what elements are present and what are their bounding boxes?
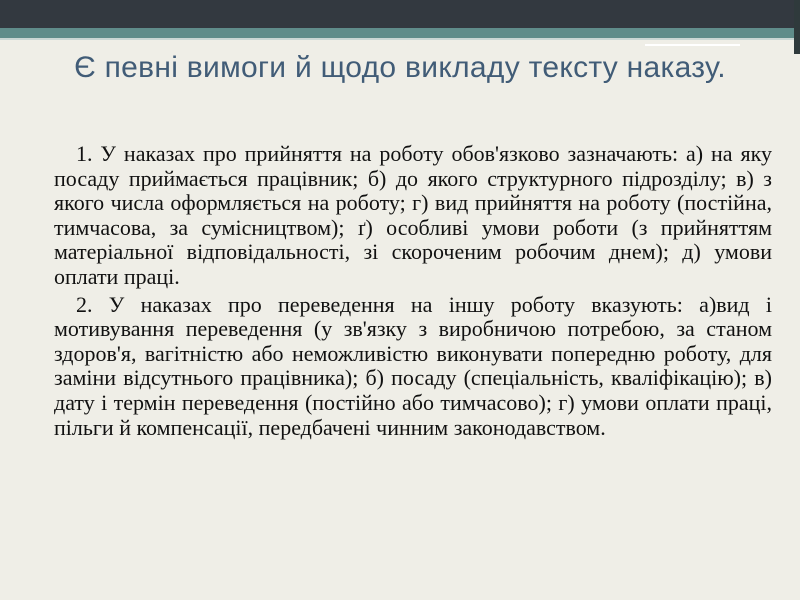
header-band-teal — [0, 28, 800, 38]
slide-title: Є певні вимоги й щодо викладу тексту наказу. — [74, 51, 726, 84]
slide-body — [54, 142, 772, 443]
header-band-dark — [0, 0, 800, 28]
paragraph-transfer-requirements: 2. У наказах про переведення на іншу роботу вказують: а)вид і мотивування переведення (у зв'язку з виробничою потребою, за станом здоров'я, вагітністю або неможливістю виконувати попередню роботу, для заміни відсутнього працівника); б) посаду (спеціальність, кваліфікацію); в) дату і термін переведення (постійно або тимчасово); г) умови оплати праці, пільги й компенсації, передбачені чинним законодавством. — [54, 291, 772, 440]
header-corner-accent — [794, 0, 800, 54]
paragraph-hiring-requirements: 1. У наказах про прийняття на роботу обов'язково зазначають: а) на яку посаду приймається працівник; б) до якого структурного підрозділу; в) з якого числа оформляється на роботу; г) вид прийняття на роботу (постійна, тимчасова, за сумісництвом); ґ) особливі умови роботи (з прийняттям матеріальної відповідальності, зі скороченим робочим днем); д) умови оплати праці. — [54, 141, 772, 289]
header-band-light — [0, 38, 800, 40]
